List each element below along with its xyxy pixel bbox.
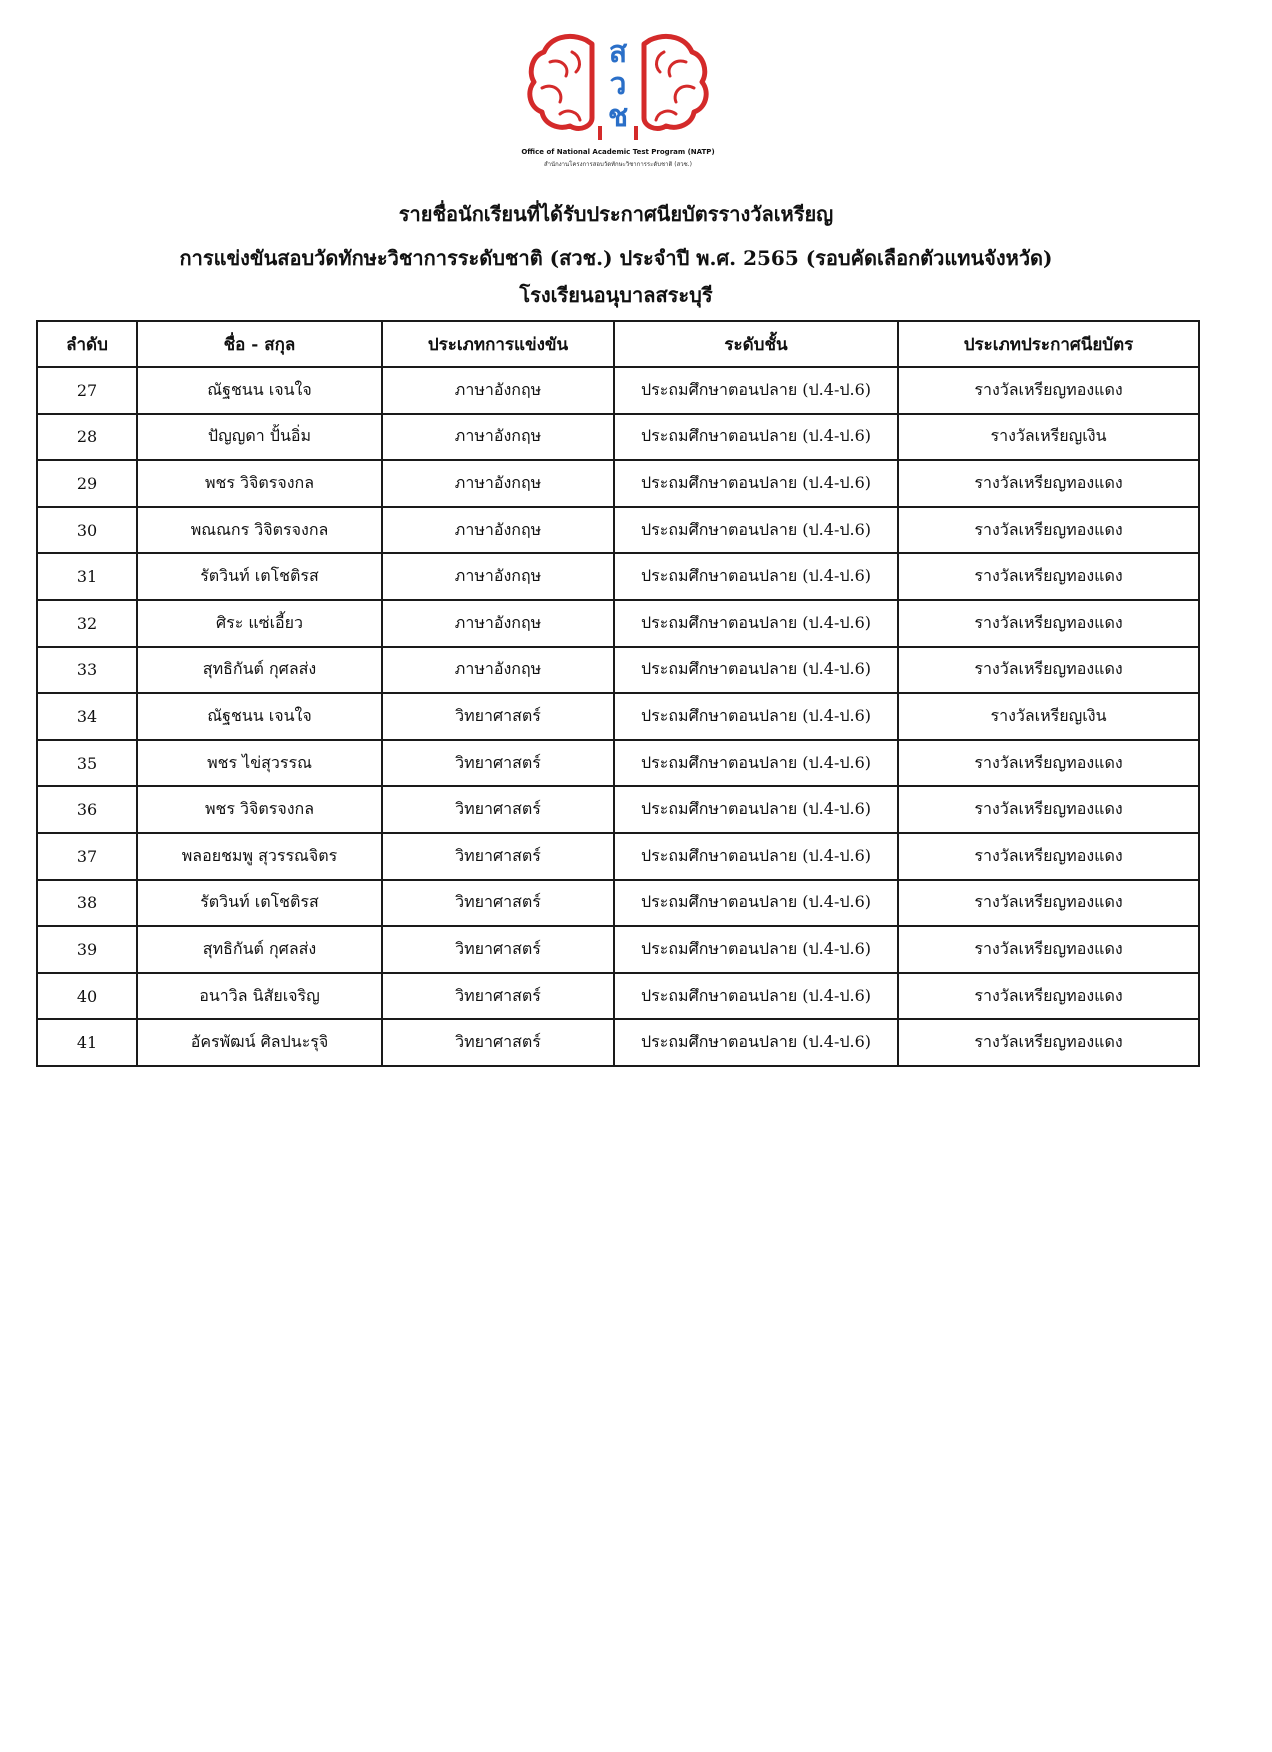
table-body bbox=[37, 367, 1199, 1066]
cell-name: รัตวินท์ เตโชติรส bbox=[137, 880, 382, 927]
cell-level: ประถมศึกษาตอนปลาย (ป.4-ป.6) bbox=[614, 460, 898, 507]
cell-competition: ภาษาอังกฤษ bbox=[382, 507, 614, 554]
document-title: รายชื่อนักเรียนที่ได้รับประกาศนียบัตรรางวัลเหรียญ bbox=[398, 202, 834, 226]
cell-competition: วิทยาศาสตร์ bbox=[382, 926, 614, 973]
cell-order: 40 bbox=[37, 973, 137, 1020]
cell-name: พชร ไข่สุวรรณ bbox=[137, 740, 382, 787]
cell-name: ปัญญดา ปั้นอิ่ม bbox=[137, 414, 382, 461]
cell-level: ประถมศึกษาตอนปลาย (ป.4-ป.6) bbox=[614, 833, 898, 880]
cell-certificate: รางวัลเหรียญทองแดง bbox=[898, 973, 1199, 1020]
cell-name: อัครพัฒน์ ศิลปนะรุจิ bbox=[137, 1019, 382, 1066]
cell-order: 32 bbox=[37, 600, 137, 647]
cell-certificate: รางวัลเหรียญทองแดง bbox=[898, 460, 1199, 507]
table-row bbox=[37, 693, 1199, 740]
cell-competition: วิทยาศาสตร์ bbox=[382, 786, 614, 833]
cell-level: ประถมศึกษาตอนปลาย (ป.4-ป.6) bbox=[614, 367, 898, 414]
table-row bbox=[37, 833, 1199, 880]
table-row bbox=[37, 740, 1199, 787]
cell-certificate: รางวัลเหรียญทองแดง bbox=[898, 507, 1199, 554]
table-row bbox=[37, 1019, 1199, 1066]
cell-certificate: รางวัลเหรียญทองแดง bbox=[898, 833, 1199, 880]
cell-certificate: รางวัลเหรียญเงิน bbox=[898, 693, 1199, 740]
logo-th-name: สำนักงานโครงการสอบวัดทักษะวิชาการระดับชาติ (สวช.) bbox=[543, 161, 693, 168]
cell-competition: วิทยาศาสตร์ bbox=[382, 740, 614, 787]
column-header-level: ระดับชั้น bbox=[614, 321, 898, 367]
cell-level: ประถมศึกษาตอนปลาย (ป.4-ป.6) bbox=[614, 1019, 898, 1066]
cell-level: ประถมศึกษาตอนปลาย (ป.4-ป.6) bbox=[614, 414, 898, 461]
cell-name: ศิระ แซ่เอี้ยว bbox=[137, 600, 382, 647]
cell-level: ประถมศึกษาตอนปลาย (ป.4-ป.6) bbox=[614, 926, 898, 973]
cell-order: 28 bbox=[37, 414, 137, 461]
cell-name: สุทธิกันต์ กุศลส่ง bbox=[137, 926, 382, 973]
cell-certificate: รางวัลเหรียญทองแดง bbox=[898, 880, 1199, 927]
cell-level: ประถมศึกษาตอนปลาย (ป.4-ป.6) bbox=[614, 880, 898, 927]
cell-name: ณัฐชนน เจนใจ bbox=[137, 367, 382, 414]
table-row bbox=[37, 973, 1199, 1020]
cell-order: 33 bbox=[37, 647, 137, 694]
cell-competition: วิทยาศาสตร์ bbox=[382, 693, 614, 740]
cell-certificate: รางวัลเหรียญทองแดง bbox=[898, 786, 1199, 833]
cell-order: 36 bbox=[37, 786, 137, 833]
document-header bbox=[0, 192, 1232, 310]
cell-order: 30 bbox=[37, 507, 137, 554]
column-header-competition: ประเภทการแข่งขัน bbox=[382, 321, 614, 367]
cell-level: ประถมศึกษาตอนปลาย (ป.4-ป.6) bbox=[614, 507, 898, 554]
cell-level: ประถมศึกษาตอนปลาย (ป.4-ป.6) bbox=[614, 693, 898, 740]
cell-competition: วิทยาศาสตร์ bbox=[382, 1019, 614, 1066]
school-name: โรงเรียนอนุบาลสระบุรี bbox=[519, 283, 713, 307]
cell-competition: วิทยาศาสตร์ bbox=[382, 833, 614, 880]
brain-logo-icon bbox=[520, 22, 716, 172]
cell-name: รัตวินท์ เตโชติรส bbox=[137, 553, 382, 600]
cell-order: 34 bbox=[37, 693, 137, 740]
cell-level: ประถมศึกษาตอนปลาย (ป.4-ป.6) bbox=[614, 740, 898, 787]
table-row bbox=[37, 600, 1199, 647]
cell-certificate: รางวัลเหรียญทองแดง bbox=[898, 1019, 1199, 1066]
cell-competition: วิทยาศาสตร์ bbox=[382, 880, 614, 927]
cell-competition: ภาษาอังกฤษ bbox=[382, 647, 614, 694]
cell-name: พณณกร วิจิตรจงกล bbox=[137, 507, 382, 554]
cell-certificate: รางวัลเหรียญทองแดง bbox=[898, 367, 1199, 414]
logo-en-name: Office of National Academic Test Program (NATP) bbox=[521, 148, 715, 156]
table-row bbox=[37, 460, 1199, 507]
cell-order: 37 bbox=[37, 833, 137, 880]
table-row bbox=[37, 786, 1199, 833]
cell-name: อนาวิล นิสัยเจริญ bbox=[137, 973, 382, 1020]
cell-order: 41 bbox=[37, 1019, 137, 1066]
cell-order: 29 bbox=[37, 460, 137, 507]
cell-name: พชร วิจิตรจงกล bbox=[137, 786, 382, 833]
table-row bbox=[37, 926, 1199, 973]
cell-level: ประถมศึกษาตอนปลาย (ป.4-ป.6) bbox=[614, 973, 898, 1020]
cell-certificate: รางวัลเหรียญทองแดง bbox=[898, 740, 1199, 787]
logo-letter-1: ส bbox=[608, 35, 628, 70]
award-table bbox=[36, 320, 1200, 1067]
table-row bbox=[37, 553, 1199, 600]
cell-certificate: รางวัลเหรียญทองแดง bbox=[898, 553, 1199, 600]
cell-competition: ภาษาอังกฤษ bbox=[382, 367, 614, 414]
column-header-name: ชื่อ - สกุล bbox=[137, 321, 382, 367]
document-subtitle: การแข่งขันสอบวัดทักษะวิชาการระดับชาติ (สวช.) ประจำปี พ.ศ. 2565 (รอบคัดเลือกตัวแทนจังหวัด) bbox=[179, 246, 1053, 270]
logo-letter-3: ช bbox=[607, 99, 629, 134]
cell-order: 35 bbox=[37, 740, 137, 787]
table-row bbox=[37, 507, 1199, 554]
cell-level: ประถมศึกษาตอนปลาย (ป.4-ป.6) bbox=[614, 786, 898, 833]
table-header-row bbox=[37, 321, 1199, 367]
cell-competition: วิทยาศาสตร์ bbox=[382, 973, 614, 1020]
logo-letter-2: ว bbox=[609, 67, 627, 102]
cell-level: ประถมศึกษาตอนปลาย (ป.4-ป.6) bbox=[614, 600, 898, 647]
table-row bbox=[37, 647, 1199, 694]
cell-order: 31 bbox=[37, 553, 137, 600]
cell-certificate: รางวัลเหรียญเงิน bbox=[898, 414, 1199, 461]
cell-order: 27 bbox=[37, 367, 137, 414]
cell-competition: ภาษาอังกฤษ bbox=[382, 460, 614, 507]
cell-name: ณัฐชนน เจนใจ bbox=[137, 693, 382, 740]
cell-order: 39 bbox=[37, 926, 137, 973]
cell-certificate: รางวัลเหรียญทองแดง bbox=[898, 926, 1199, 973]
cell-order: 38 bbox=[37, 880, 137, 927]
cell-certificate: รางวัลเหรียญทองแดง bbox=[898, 647, 1199, 694]
cell-name: พลอยชมพู สุวรรณจิตร bbox=[137, 833, 382, 880]
cell-competition: ภาษาอังกฤษ bbox=[382, 553, 614, 600]
cell-level: ประถมศึกษาตอนปลาย (ป.4-ป.6) bbox=[614, 647, 898, 694]
table-row bbox=[37, 880, 1199, 927]
natp-logo bbox=[520, 22, 716, 172]
table-row bbox=[37, 367, 1199, 414]
cell-certificate: รางวัลเหรียญทองแดง bbox=[898, 600, 1199, 647]
column-header-order: ลำดับ bbox=[37, 321, 137, 367]
cell-competition: ภาษาอังกฤษ bbox=[382, 414, 614, 461]
table-row bbox=[37, 414, 1199, 461]
cell-name: พชร วิจิตรจงกล bbox=[137, 460, 382, 507]
cell-competition: ภาษาอังกฤษ bbox=[382, 600, 614, 647]
cell-level: ประถมศึกษาตอนปลาย (ป.4-ป.6) bbox=[614, 553, 898, 600]
column-header-certificate: ประเภทประกาศนียบัตร bbox=[898, 321, 1199, 367]
cell-name: สุทธิกันต์ กุศลส่ง bbox=[137, 647, 382, 694]
